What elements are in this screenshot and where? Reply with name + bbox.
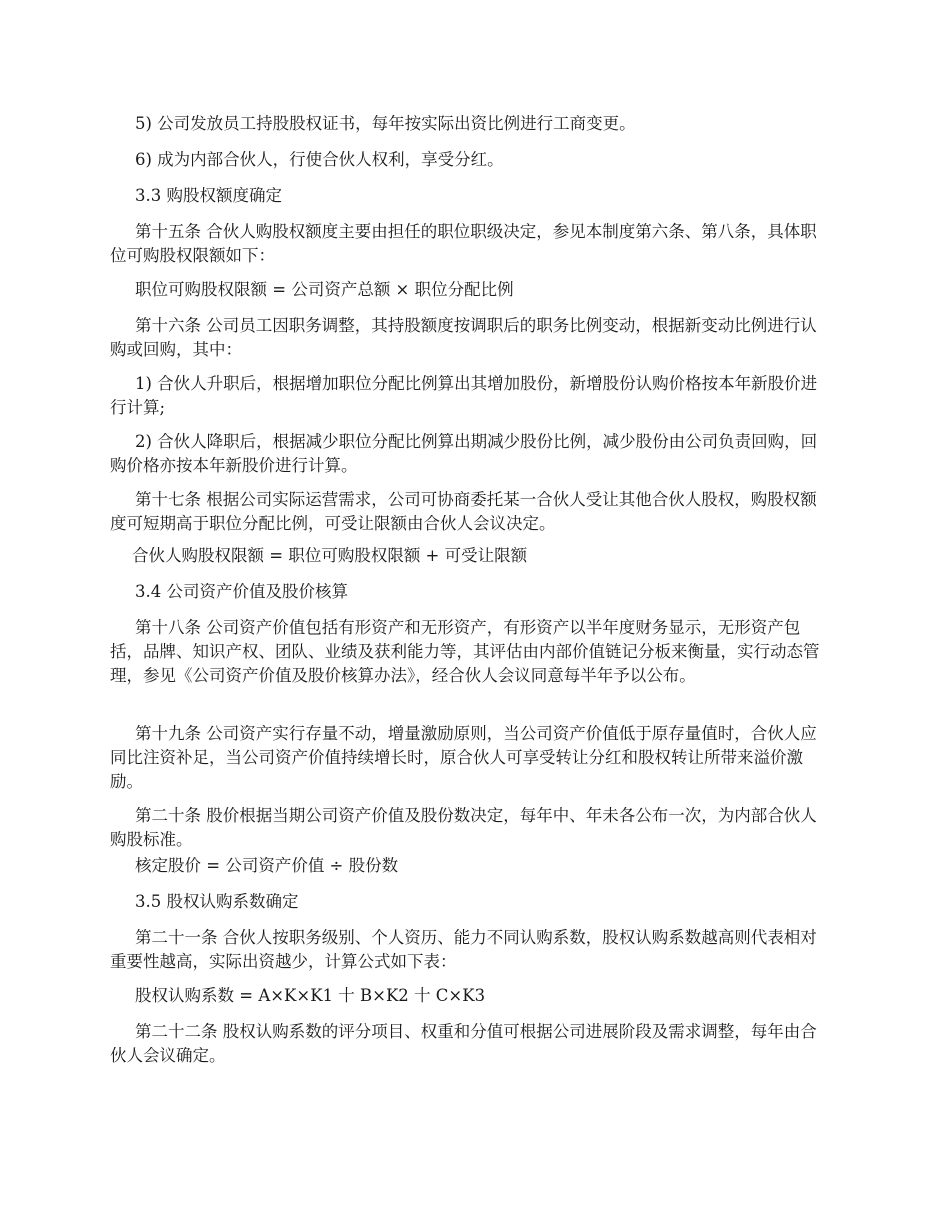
- article-22: 第二十二条 股权认购系数的评分项目、权重和分值可根据公司进展阶段及需求调整，每年由合伙人会议确定。: [110, 1022, 817, 1065]
- formula-position-quota: 职位可购股权限额 = 公司资产总额 × 职位分配比例: [135, 280, 514, 299]
- article-18: 第十八条 公司资产价值包括有形资产和无形资产，有形资产以半年度财务显示，无形资产包括，品牌、知识产权、团队、业绩及获利能力等，其评估由内部价值链记分板来衡量，实行动态管理，参见《公司资产价值及股价核算办法》，经合伙人会议同意每半年予以公布。: [110, 618, 820, 685]
- section-heading-3-5: 3.5 股权认购系数确定: [135, 892, 299, 911]
- article-21: 第二十一条 合伙人按职务级别、个人资历、能力不同认购系数，股权认购系数越高则代表相对重要性越高，实际出资越少，计算公式如下表：: [110, 928, 817, 971]
- article-16: 第十六条 公司员工因职务调整，其持股额度按调职后的职务比例变动，根据新变动比例进行认购或回购，其中：: [110, 316, 817, 359]
- formula-partner-quota: 合伙人购股权限额 = 职位可购股权限额 + 可受让限额: [132, 546, 528, 565]
- section-heading-3-4: 3.4 公司资产价值及股价核算: [135, 582, 348, 601]
- list-item-2: 2) 合伙人降职后，根据减少职位分配比例算出期减少股份比例，减少股份由公司负责回购，回购价格亦按本年新股价进行计算。: [110, 432, 818, 475]
- section-heading-3-3: 3.3 购股权额度确定: [135, 186, 282, 205]
- list-item-5: 5) 公司发放员工持股股权证书，每年按实际出资比例进行工商变更。: [135, 114, 636, 133]
- formula-subscription-coefficient: 股权认购系数 = A×K×K1 十 B×K2 十 C×K3: [135, 986, 486, 1005]
- article-17: 第十七条 根据公司实际运营需求，公司可协商委托某一合伙人受让其他合伙人股权，购股权额度可短期高于职位分配比例，可受让限额由合伙人会议决定。: [110, 490, 817, 533]
- formula-share-price: 核定股价 = 公司资产价值 ÷ 股份数: [135, 856, 399, 875]
- article-19: 第十九条 公司资产实行存量不动，增量激励原则，当公司资产价值低于原存量值时，合伙人应同比注资补足，当公司资产价值持续增长时，原合伙人可享受转让分红和股权转让所带来溢价激励。: [110, 724, 817, 791]
- list-item-6: 6) 成为内部合伙人，行使合伙人权利，享受分红。: [135, 150, 504, 169]
- article-15: 第十五条 合伙人购股权额度主要由担任的职位职级决定，参见本制度第六条、第八条，具体职位可购股权限额如下：: [110, 222, 817, 265]
- article-20: 第二十条 股价根据当期公司资产价值及股份数决定，每年中、年未各公布一次，为内部合伙人购股标准。: [110, 806, 817, 849]
- list-item-1: 1) 合伙人升职后，根据增加职位分配比例算出其增加股份，新增股份认购价格按本年新股价进行计算;: [110, 374, 818, 417]
